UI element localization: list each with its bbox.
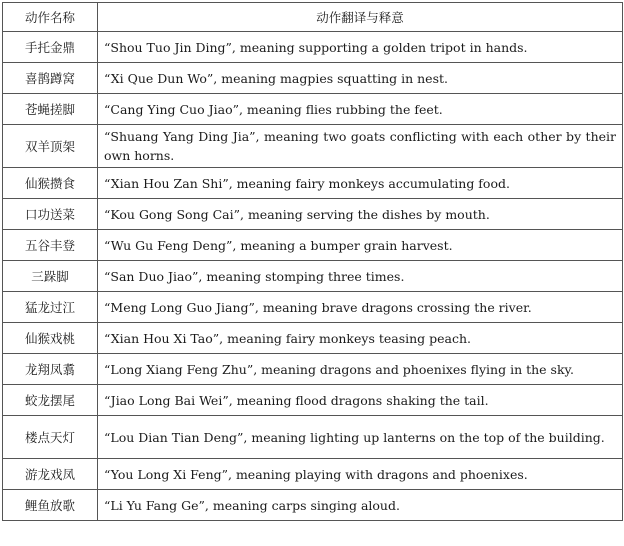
- header-row: [3, 3, 623, 32]
- action-description-cell: “Shuang Yang Ding Jia”, meaning two goats conflicting with each other by their own horns.: [98, 125, 623, 168]
- action-name-cell: 双羊顶架: [3, 125, 98, 168]
- header-translation: 动作翻译与释意: [98, 3, 623, 32]
- table-row: [3, 416, 623, 459]
- action-description-cell: “Xian Hou Xi Tao”, meaning fairy monkeys teasing peach.: [98, 323, 623, 354]
- table-row: [3, 459, 623, 490]
- action-description-cell: “Xi Que Dun Wo”, meaning magpies squatting in nest.: [98, 63, 623, 94]
- action-name-cell: 仙猴攒食: [3, 168, 98, 199]
- action-description-cell: “Xian Hou Zan Shi”, meaning fairy monkeys accumulating food.: [98, 168, 623, 199]
- action-description-cell: “Long Xiang Feng Zhu”, meaning dragons and phoenixes flying in the sky.: [98, 354, 623, 385]
- table-row: [3, 230, 623, 261]
- table-row: [3, 490, 623, 521]
- table-row: [3, 199, 623, 230]
- table-row: [3, 168, 623, 199]
- action-name-cell: 五谷丰登: [3, 230, 98, 261]
- action-description-cell: “You Long Xi Feng”, meaning playing with dragons and phoenixes.: [98, 459, 623, 490]
- action-description-cell: “Wu Gu Feng Deng”, meaning a bumper grain harvest.: [98, 230, 623, 261]
- table-row: [3, 125, 623, 168]
- action-description-cell: “Jiao Long Bai Wei”, meaning flood dragons shaking the tail.: [98, 385, 623, 416]
- action-name-cell: 猛龙过江: [3, 292, 98, 323]
- table-row: [3, 385, 623, 416]
- action-name-cell: 游龙戏凤: [3, 459, 98, 490]
- action-name-cell: 喜鹊蹲窝: [3, 63, 98, 94]
- action-name-cell: 鲤鱼放歌: [3, 490, 98, 521]
- table-row: [3, 261, 623, 292]
- action-description-cell: “Kou Gong Song Cai”, meaning serving the dishes by mouth.: [98, 199, 623, 230]
- action-name-cell: 龙翔凤翥: [3, 354, 98, 385]
- action-table: [2, 2, 623, 521]
- table-row: [3, 63, 623, 94]
- action-description-cell: “Meng Long Guo Jiang”, meaning brave dragons crossing the river.: [98, 292, 623, 323]
- action-name-cell: 蛟龙摆尾: [3, 385, 98, 416]
- action-description-cell: “Li Yu Fang Ge”, meaning carps singing aloud.: [98, 490, 623, 521]
- action-name-cell: 楼点天灯: [3, 416, 98, 459]
- action-description-cell: “Lou Dian Tian Deng”, meaning lighting up lanterns on the top of the building.: [98, 416, 623, 459]
- action-name-cell: 苍蝇搓脚: [3, 94, 98, 125]
- table-container: [2, 2, 622, 521]
- table-row: [3, 94, 623, 125]
- action-description-cell: “San Duo Jiao”, meaning stomping three times.: [98, 261, 623, 292]
- action-name-cell: 仙猴戏桃: [3, 323, 98, 354]
- table-row: [3, 292, 623, 323]
- table-row: [3, 323, 623, 354]
- table-row: [3, 354, 623, 385]
- action-description-cell: “Cang Ying Cuo Jiao”, meaning flies rubbing the feet.: [98, 94, 623, 125]
- action-name-cell: 手托金鼎: [3, 32, 98, 63]
- table-row: [3, 32, 623, 63]
- action-name-cell: 口功送菜: [3, 199, 98, 230]
- action-description-cell: “Shou Tuo Jin Ding”, meaning supporting a golden tripot in hands.: [98, 32, 623, 63]
- header-action-name: 动作名称: [3, 3, 98, 32]
- action-name-cell: 三跺脚: [3, 261, 98, 292]
